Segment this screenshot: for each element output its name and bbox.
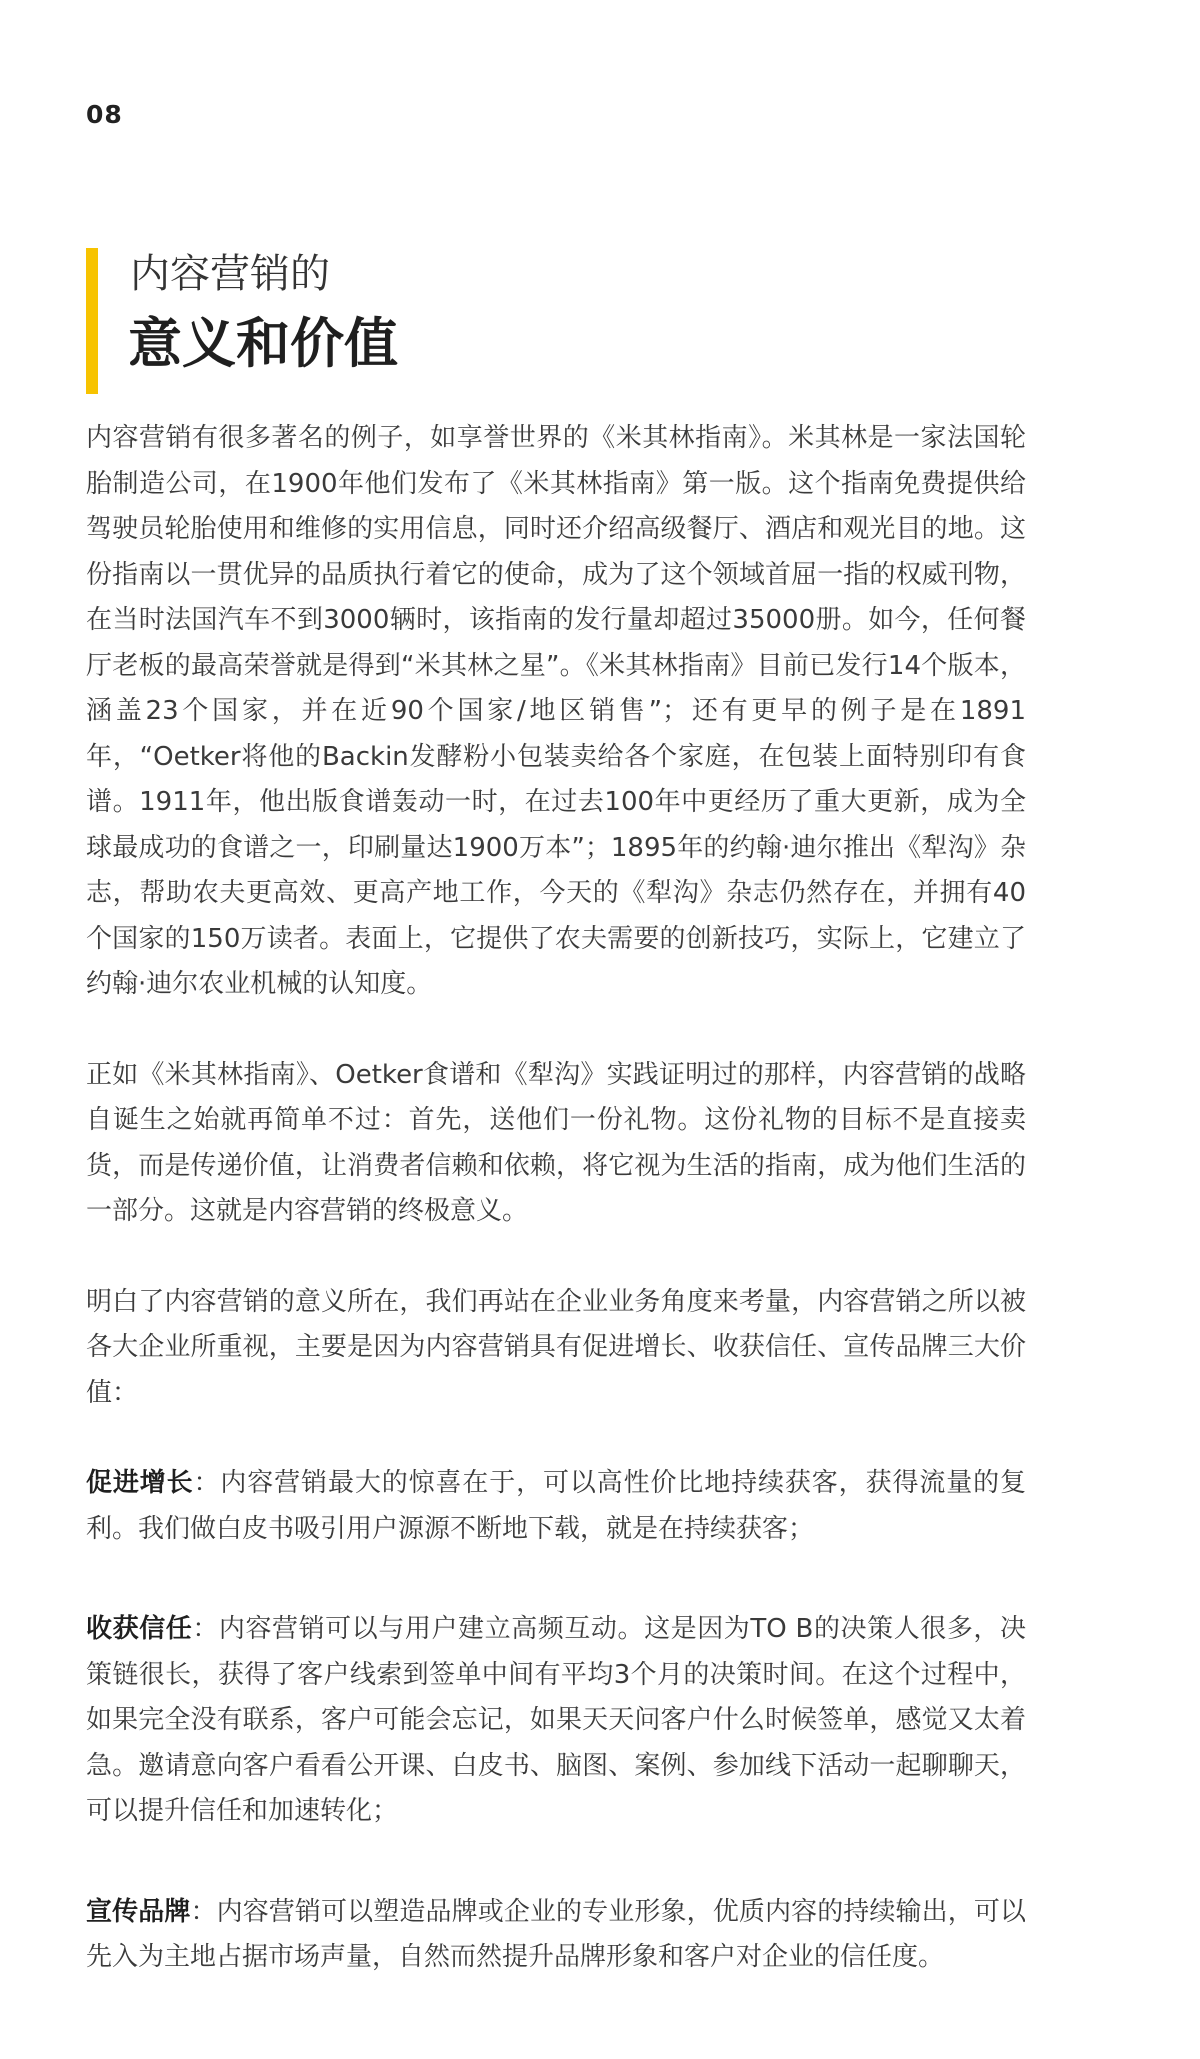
value-brand [86, 1890, 1026, 1981]
paragraph-strategy: 正如《米其林指南》、Oetker食谱和《犁沟》实践证明过的那样，内容营销的战略自诞生之始就再简单不过：首先，送他们一份礼物。这份礼物的目标不是直接卖货，而是传递价值，让消费者信赖和依赖，将它视为生活的指南，成为他们生活的一部分。这就是内容营销的终极意义。 [86, 1059, 1026, 1226]
heading-accent-bar [86, 248, 98, 394]
section-heading [86, 248, 986, 394]
heading-title: 意义和价值 [128, 312, 398, 375]
value-growth [86, 1461, 1026, 1552]
value-brand-text: ：内容营销可以塑造品牌或企业的专业形象，优质内容的持续输出，可以先入为主地占据市场声量，自然而然提升品牌形象和客户对企业的信任度。 [86, 1896, 1026, 1972]
value-growth-term: 促进增长 [86, 1468, 194, 1498]
value-trust-text: ：内容营销可以与用户建立高频互动。这是因为TO B的决策人很多，决策链很长，获得了客户线索到签单中间有平均3个月的决策时间。在这个过程中，如果完全没有联系，客户可能会忘记，如果天天问客户什么时候签单，感觉又太着急。邀请意向客户看看公开课、白皮书、脑图、案例、参加线下活动一起聊聊天，可以提升信任和加速转化； [86, 1614, 1026, 1826]
paragraph-examples: 内容营销有很多著名的例子，如享誉世界的《米其林指南》。米其林是一家法国轮胎制造公司，在1900年他们发布了《米其林指南》第一版。这个指南免费提供给驾驶员轮胎使用和维修的实用信息，同时还介绍高级餐厅、酒店和观光目的地。这份指南以一贯优异的品质执行着它的使命，成为了这个领域首屈一指的权威刊物，在当时法国汽车不到3000辆时，该指南的发行量却超过35000册。如今，任何餐厅老板的最高荣誉就是得到“米其林之星”。《米其林指南》目前已发行14个版本，涵盖23个国家，并在近90个国家/地区销售”；还有更早的例子是在1891年，“Oetker将他的Backin发酵粉小包装卖给各个家庭，在包装上面特别印有食谱。1911年，他出版食谱轰动一时，在过去100年中更经历了重大更新，成为全球最成功的食谱之一，印刷量达1900万本”；1895年的约翰·迪尔推出《犁沟》杂志，帮助农夫更高效、更高产地工作，今天的《犁沟》杂志仍然存在，并拥有40个国家的150万读者。表面上，它提供了农夫需要的创新技巧，实际上，它建立了约翰·迪尔农业机械的认知度。 [86, 423, 1026, 999]
value-trust-term: 收获信任 [86, 1614, 193, 1644]
page-number: 08 [86, 100, 123, 129]
body-text [86, 416, 1026, 1981]
paragraph-values-intro: 明白了内容营销的意义所在，我们再站在企业业务角度来考量，内容营销之所以被各大企业所重视，主要是因为内容营销具有促进增长、收获信任、宣传品牌三大价值： [86, 1286, 1026, 1408]
value-growth-text: ：内容营销最大的惊喜在于，可以高性价比地持续获客，获得流量的复利。我们做白皮书吸引用户源源不断地下载，就是在持续获客； [86, 1468, 1026, 1544]
heading-subtitle: 内容营销的 [130, 251, 330, 297]
value-trust [86, 1607, 1026, 1835]
value-brand-term: 宣传品牌 [86, 1896, 191, 1927]
